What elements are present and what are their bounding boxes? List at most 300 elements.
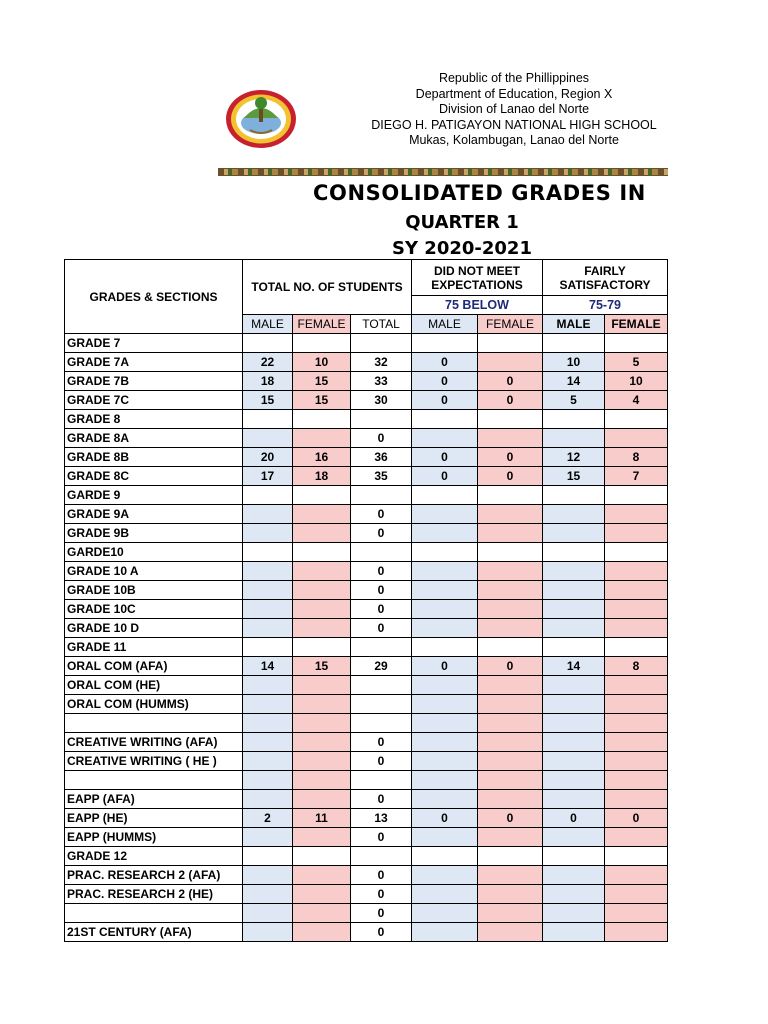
cell-male-count: 20: [243, 448, 293, 467]
cell-fs-female: 8: [605, 448, 668, 467]
cell-total-count: [351, 847, 412, 866]
cell-total-count: 0: [351, 524, 412, 543]
cell-female-count: [293, 866, 351, 885]
cell-fs-female: [605, 676, 668, 695]
cell-dnme-female: [478, 353, 543, 372]
row-label: [65, 771, 243, 790]
cell-dnme-female: [478, 486, 543, 505]
cell-fs-male: [543, 828, 605, 847]
cell-fs-male: [543, 505, 605, 524]
header-fairly-satisfactory: FAIRLY SATISFACTORY: [543, 260, 668, 296]
cell-total-count: 33: [351, 372, 412, 391]
cell-female-count: [293, 638, 351, 657]
cell-fs-male: [543, 866, 605, 885]
row-label: ORAL COM (AFA): [65, 657, 243, 676]
cell-fs-female: [605, 638, 668, 657]
cell-dnme-male: [412, 866, 478, 885]
school-year-label: SY 2020-2021: [392, 238, 532, 259]
cell-fs-male: 15: [543, 467, 605, 486]
header-line-division: Division of Lanao del Norte: [438, 102, 590, 116]
cell-total-count: [351, 486, 412, 505]
cell-total-count: 0: [351, 904, 412, 923]
cell-dnme-male: [412, 581, 478, 600]
cell-male-count: 2: [243, 809, 293, 828]
cell-female-count: [293, 410, 351, 429]
cell-dnme-male: 0: [412, 391, 478, 410]
cell-fs-female: 5: [605, 353, 668, 372]
cell-total-count: 0: [351, 923, 412, 942]
row-label: [65, 904, 243, 923]
row-label: CREATIVE WRITING (AFA): [65, 733, 243, 752]
table-row: [65, 657, 668, 676]
cell-dnme-female: [478, 619, 543, 638]
cell-fs-female: [605, 828, 668, 847]
cell-dnme-female: [478, 638, 543, 657]
cell-female-count: [293, 505, 351, 524]
cell-fs-male: [543, 695, 605, 714]
cell-dnme-male: [412, 676, 478, 695]
range-fs: 75-79: [543, 296, 668, 315]
cell-total-count: [351, 410, 412, 429]
subheader-fs-male: MALE: [543, 315, 605, 334]
cell-dnme-female: [478, 600, 543, 619]
row-label: ORAL COM (HE): [65, 676, 243, 695]
cell-dnme-female: 0: [478, 372, 543, 391]
grade-rows: [65, 334, 668, 942]
table-row: [65, 581, 668, 600]
cell-fs-female: [605, 410, 668, 429]
cell-dnme-female: [478, 714, 543, 733]
cell-fs-male: [543, 714, 605, 733]
header-line-republic: Republic of the Phillippines: [438, 71, 590, 85]
cell-male-count: [243, 733, 293, 752]
cell-fs-female: [605, 771, 668, 790]
cell-female-count: [293, 904, 351, 923]
cell-fs-female: [605, 714, 668, 733]
table-row: [65, 467, 668, 486]
cell-fs-female: 7: [605, 467, 668, 486]
cell-dnme-male: [412, 543, 478, 562]
cell-female-count: 11: [293, 809, 351, 828]
cell-fs-female: 8: [605, 657, 668, 676]
cell-fs-male: [543, 923, 605, 942]
cell-total-count: 0: [351, 600, 412, 619]
cell-dnme-female: [478, 543, 543, 562]
cell-female-count: [293, 486, 351, 505]
row-label: CREATIVE WRITING ( HE ): [65, 752, 243, 771]
cell-total-count: 0: [351, 505, 412, 524]
cell-fs-male: 14: [543, 372, 605, 391]
cell-female-count: [293, 752, 351, 771]
cell-dnme-female: [478, 733, 543, 752]
cell-total-count: 0: [351, 790, 412, 809]
cell-fs-female: [605, 619, 668, 638]
cell-dnme-female: [478, 847, 543, 866]
cell-dnme-male: [412, 524, 478, 543]
cell-male-count: [243, 638, 293, 657]
row-label: GRADE 10B: [65, 581, 243, 600]
row-label: GRADE 11: [65, 638, 243, 657]
cell-total-count: [351, 695, 412, 714]
cell-male-count: [243, 752, 293, 771]
cell-total-count: [351, 771, 412, 790]
report-period: [392, 210, 668, 262]
cell-male-count: [243, 714, 293, 733]
subheader-female: FEMALE: [293, 315, 351, 334]
cell-male-count: [243, 505, 293, 524]
cell-total-count: [351, 714, 412, 733]
cell-dnme-female: [478, 676, 543, 695]
table-row: [65, 353, 668, 372]
cell-dnme-male: [412, 828, 478, 847]
row-label: 21ST CENTURY (AFA): [65, 923, 243, 942]
subheader-fs-female: FEMALE: [605, 315, 668, 334]
cell-fs-male: [543, 847, 605, 866]
cell-male-count: [243, 771, 293, 790]
cell-male-count: [243, 543, 293, 562]
cell-total-count: [351, 676, 412, 695]
table-row: [65, 809, 668, 828]
cell-total-count: 0: [351, 828, 412, 847]
header-total-students: TOTAL NO. OF STUDENTS: [243, 260, 412, 315]
cell-dnme-male: [412, 771, 478, 790]
cell-dnme-male: [412, 790, 478, 809]
table-row: [65, 752, 668, 771]
cell-dnme-male: [412, 714, 478, 733]
subheader-dnme-female: FEMALE: [478, 315, 543, 334]
cell-dnme-female: [478, 866, 543, 885]
table-row: [65, 448, 668, 467]
cell-dnme-male: [412, 410, 478, 429]
quarter-label: QUARTER 1: [405, 212, 519, 233]
cell-female-count: 15: [293, 372, 351, 391]
table-row: [65, 562, 668, 581]
cell-fs-male: [543, 638, 605, 657]
table-row: [65, 923, 668, 942]
table-row: [65, 904, 668, 923]
cell-male-count: [243, 486, 293, 505]
cell-fs-male: [543, 486, 605, 505]
cell-dnme-female: [478, 904, 543, 923]
cell-total-count: [351, 334, 412, 353]
row-label: GRADE 10C: [65, 600, 243, 619]
cell-fs-female: [605, 866, 668, 885]
table-row: [65, 885, 668, 904]
cell-fs-male: [543, 524, 605, 543]
row-label: GRADE 9A: [65, 505, 243, 524]
cell-fs-male: [543, 904, 605, 923]
row-label: GRADE 8C: [65, 467, 243, 486]
row-label: PRAC. RESEARCH 2 (HE): [65, 885, 243, 904]
table-row: [65, 771, 668, 790]
cell-dnme-male: [412, 752, 478, 771]
cell-fs-male: [543, 600, 605, 619]
cell-fs-female: [605, 581, 668, 600]
cell-fs-female: [605, 923, 668, 942]
cell-male-count: [243, 581, 293, 600]
cell-male-count: 22: [243, 353, 293, 372]
cell-fs-male: [543, 733, 605, 752]
cell-male-count: [243, 885, 293, 904]
cell-dnme-female: [478, 334, 543, 353]
cell-fs-male: [543, 676, 605, 695]
cell-dnme-male: [412, 885, 478, 904]
cell-dnme-male: 0: [412, 809, 478, 828]
table-row: [65, 372, 668, 391]
cell-male-count: [243, 847, 293, 866]
grade-group-row: [65, 638, 668, 657]
cell-fs-female: [605, 904, 668, 923]
cell-female-count: [293, 847, 351, 866]
cell-female-count: [293, 790, 351, 809]
cell-dnme-male: [412, 733, 478, 752]
cell-total-count: 0: [351, 885, 412, 904]
cell-dnme-male: 0: [412, 467, 478, 486]
table-row: [65, 695, 668, 714]
cell-fs-male: [543, 562, 605, 581]
grade-group-row: [65, 334, 668, 353]
cell-female-count: [293, 676, 351, 695]
cell-total-count: 0: [351, 866, 412, 885]
cell-male-count: [243, 828, 293, 847]
row-label: [65, 714, 243, 733]
cell-dnme-female: 0: [478, 391, 543, 410]
cell-female-count: [293, 334, 351, 353]
cell-female-count: [293, 524, 351, 543]
cell-dnme-female: [478, 771, 543, 790]
cell-male-count: [243, 904, 293, 923]
cell-female-count: 16: [293, 448, 351, 467]
cell-total-count: [351, 638, 412, 657]
cell-dnme-female: 0: [478, 809, 543, 828]
cell-fs-male: 14: [543, 657, 605, 676]
cell-fs-female: [605, 847, 668, 866]
row-label: GRADE 7C: [65, 391, 243, 410]
cell-male-count: [243, 524, 293, 543]
cell-female-count: [293, 429, 351, 448]
cell-dnme-female: 0: [478, 467, 543, 486]
cell-fs-female: 4: [605, 391, 668, 410]
row-label: ORAL COM (HUMMS): [65, 695, 243, 714]
cell-fs-female: [605, 505, 668, 524]
table-row: [65, 524, 668, 543]
subheader-total: TOTAL: [351, 315, 412, 334]
cell-dnme-male: 0: [412, 353, 478, 372]
school-header: [360, 71, 668, 149]
cell-dnme-male: [412, 904, 478, 923]
cell-female-count: 18: [293, 467, 351, 486]
row-label: GRADE 7B: [65, 372, 243, 391]
cell-fs-male: [543, 334, 605, 353]
cell-total-count: 35: [351, 467, 412, 486]
row-label: GARDE10: [65, 543, 243, 562]
table-row: [65, 790, 668, 809]
cell-fs-female: 0: [605, 809, 668, 828]
cell-female-count: [293, 543, 351, 562]
cell-dnme-male: [412, 619, 478, 638]
cell-fs-female: [605, 600, 668, 619]
row-label: GRADE 7: [65, 334, 243, 353]
cell-dnme-male: [412, 486, 478, 505]
cell-dnme-male: [412, 695, 478, 714]
cell-fs-male: [543, 581, 605, 600]
cell-male-count: [243, 695, 293, 714]
table-row: [65, 429, 668, 448]
cell-male-count: [243, 923, 293, 942]
row-label: GRADE 8: [65, 410, 243, 429]
cell-female-count: [293, 714, 351, 733]
row-label: PRAC. RESEARCH 2 (AFA): [65, 866, 243, 885]
cell-female-count: [293, 695, 351, 714]
cell-dnme-female: [478, 923, 543, 942]
cell-total-count: 30: [351, 391, 412, 410]
cell-fs-female: [605, 733, 668, 752]
row-label: GRADE 12: [65, 847, 243, 866]
cell-total-count: 0: [351, 429, 412, 448]
cell-dnme-male: 0: [412, 657, 478, 676]
cell-male-count: 17: [243, 467, 293, 486]
row-label: GRADE 8B: [65, 448, 243, 467]
cell-dnme-male: [412, 562, 478, 581]
row-label: GRADE 7A: [65, 353, 243, 372]
cell-dnme-female: [478, 410, 543, 429]
cell-total-count: 36: [351, 448, 412, 467]
grade-group-row: [65, 410, 668, 429]
cell-male-count: [243, 619, 293, 638]
row-label: GRADE 8A: [65, 429, 243, 448]
cell-total-count: 0: [351, 562, 412, 581]
cell-female-count: 15: [293, 391, 351, 410]
table-row: [65, 714, 668, 733]
decorative-divider: [218, 168, 668, 176]
cell-male-count: [243, 600, 293, 619]
cell-fs-male: [543, 885, 605, 904]
grade-group-row: [65, 543, 668, 562]
grades-table: [64, 259, 668, 942]
cell-dnme-male: 0: [412, 448, 478, 467]
header-line-address: Mukas, Kolambugan, Lanao del Norte: [409, 133, 619, 147]
cell-total-count: [351, 543, 412, 562]
cell-fs-male: 0: [543, 809, 605, 828]
range-dnme: 75 BELOW: [412, 296, 543, 315]
cell-total-count: 0: [351, 581, 412, 600]
cell-dnme-male: [412, 505, 478, 524]
cell-female-count: [293, 771, 351, 790]
cell-fs-female: [605, 752, 668, 771]
table-row: [65, 676, 668, 695]
row-label: GARDE 9: [65, 486, 243, 505]
cell-male-count: [243, 429, 293, 448]
cell-fs-female: [605, 562, 668, 581]
cell-fs-female: [605, 790, 668, 809]
subheader-male: MALE: [243, 315, 293, 334]
cell-fs-male: 10: [543, 353, 605, 372]
table-row: [65, 733, 668, 752]
cell-male-count: [243, 562, 293, 581]
cell-dnme-male: 0: [412, 372, 478, 391]
header-did-not-meet: DID NOT MEET EXPECTATIONS: [412, 260, 543, 296]
page-title: CONSOLIDATED GRADES IN: [313, 181, 646, 205]
cell-male-count: [243, 676, 293, 695]
row-label: GRADE 10 A: [65, 562, 243, 581]
cell-dnme-female: [478, 429, 543, 448]
cell-female-count: 10: [293, 353, 351, 372]
cell-fs-male: [543, 790, 605, 809]
cell-male-count: [243, 790, 293, 809]
cell-dnme-female: [478, 505, 543, 524]
cell-fs-male: [543, 410, 605, 429]
cell-dnme-female: [478, 828, 543, 847]
cell-female-count: [293, 581, 351, 600]
cell-dnme-male: [412, 334, 478, 353]
cell-male-count: [243, 410, 293, 429]
cell-total-count: 29: [351, 657, 412, 676]
cell-fs-male: [543, 619, 605, 638]
cell-dnme-male: [412, 638, 478, 657]
cell-female-count: [293, 733, 351, 752]
cell-fs-female: 10: [605, 372, 668, 391]
grade-group-row: [65, 847, 668, 866]
cell-dnme-female: 0: [478, 657, 543, 676]
cell-dnme-female: 0: [478, 448, 543, 467]
cell-dnme-female: [478, 752, 543, 771]
cell-total-count: 0: [351, 733, 412, 752]
cell-fs-female: [605, 885, 668, 904]
cell-male-count: [243, 866, 293, 885]
cell-dnme-female: [478, 524, 543, 543]
cell-female-count: [293, 828, 351, 847]
cell-female-count: [293, 600, 351, 619]
row-label: GRADE 9B: [65, 524, 243, 543]
cell-total-count: 13: [351, 809, 412, 828]
cell-dnme-female: [478, 581, 543, 600]
row-label: GRADE 10 D: [65, 619, 243, 638]
row-label: EAPP (HUMMS): [65, 828, 243, 847]
cell-fs-male: 5: [543, 391, 605, 410]
header-line-school-name: DIEGO H. PATIGAYON NATIONAL HIGH SCHOOL: [371, 117, 657, 132]
cell-dnme-female: [478, 790, 543, 809]
grade-group-row: [65, 486, 668, 505]
cell-female-count: [293, 885, 351, 904]
cell-fs-male: [543, 429, 605, 448]
subheader-dnme-male: MALE: [412, 315, 478, 334]
cell-dnme-male: [412, 847, 478, 866]
table-row: [65, 391, 668, 410]
cell-female-count: [293, 619, 351, 638]
school-seal-logo: [224, 88, 298, 150]
cell-total-count: 32: [351, 353, 412, 372]
table-row: [65, 619, 668, 638]
cell-male-count: [243, 334, 293, 353]
cell-female-count: [293, 923, 351, 942]
cell-fs-female: [605, 334, 668, 353]
cell-female-count: 15: [293, 657, 351, 676]
table-row: [65, 866, 668, 885]
cell-male-count: 15: [243, 391, 293, 410]
cell-total-count: 0: [351, 752, 412, 771]
cell-fs-female: [605, 486, 668, 505]
header-grades-sections: GRADES & SECTIONS: [65, 260, 243, 334]
cell-fs-female: [605, 543, 668, 562]
table-row: [65, 828, 668, 847]
cell-dnme-female: [478, 695, 543, 714]
cell-fs-female: [605, 429, 668, 448]
cell-male-count: 14: [243, 657, 293, 676]
table-row: [65, 505, 668, 524]
cell-dnme-male: [412, 429, 478, 448]
cell-fs-male: [543, 543, 605, 562]
row-label: EAPP (AFA): [65, 790, 243, 809]
